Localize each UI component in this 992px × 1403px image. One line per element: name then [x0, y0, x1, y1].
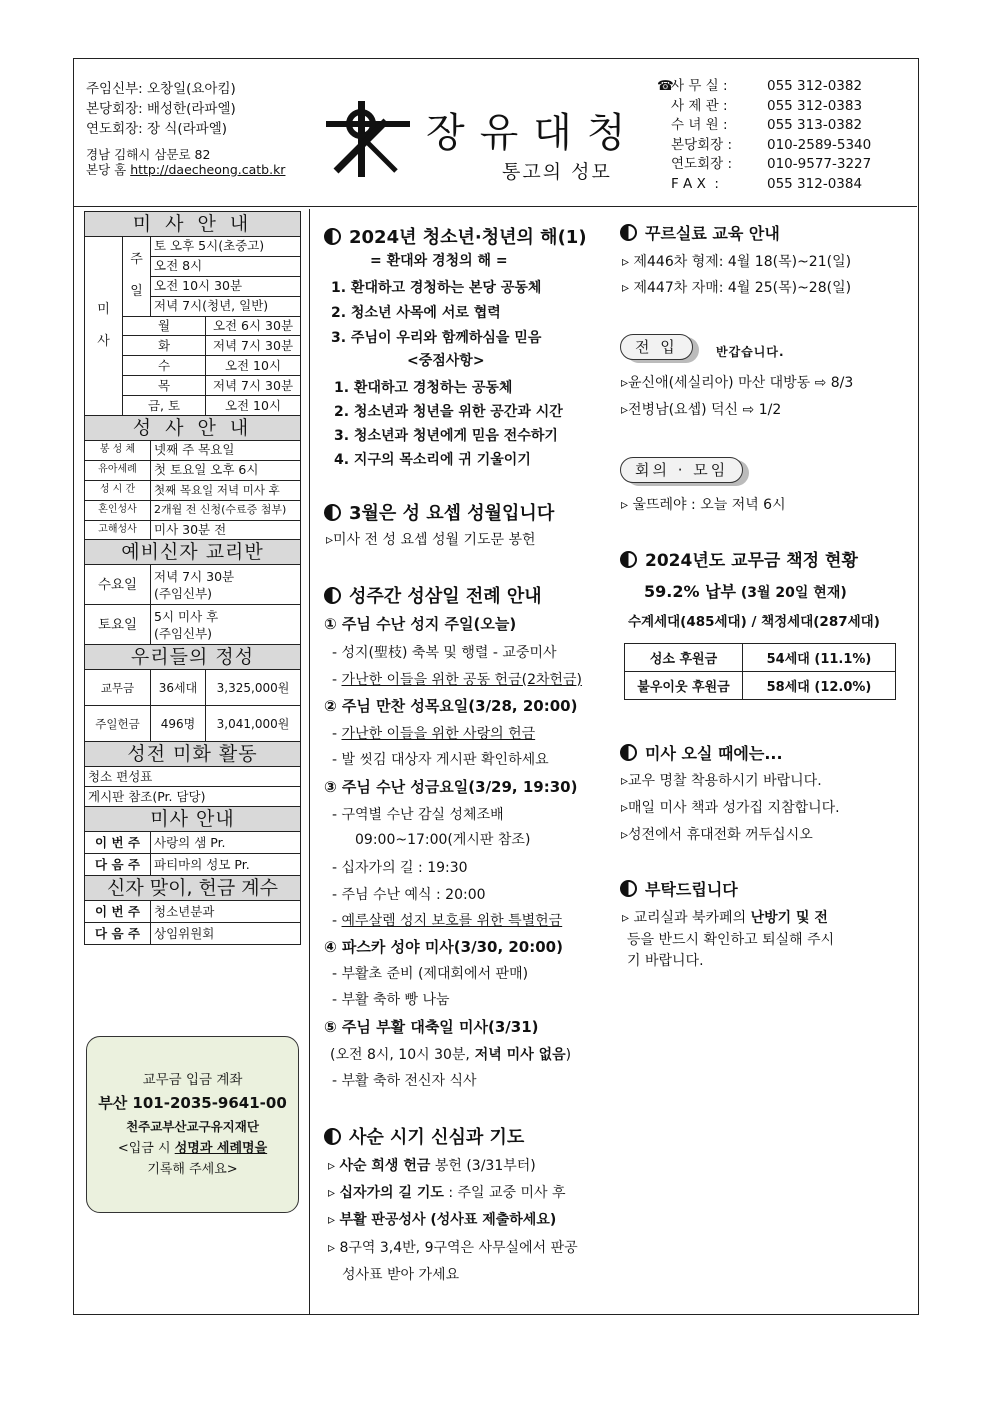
offering-name: 교무금 — [85, 670, 151, 706]
phone-icon: ☎ — [657, 78, 674, 94]
holy-week-detail: - 예루살렘 성지 보호를 위한 특별헌금 — [332, 913, 563, 929]
holy-week-detail: - 구역별 수난 감실 성체조배 — [332, 807, 504, 823]
greeter-value: 상임위원회 — [151, 923, 301, 945]
weekday-time: 오전 10시 — [206, 396, 301, 416]
contact-row: ☎ 사 무 실 : 055 312-0382 — [657, 77, 871, 97]
table-row — [625, 644, 896, 672]
lent-item: ▹ 부활 판공성사 (성사표 제출하세요) — [328, 1212, 557, 1228]
sunday-mass: 토 오후 5시(초중고) — [151, 237, 301, 257]
pastor-name: 주임신부: 오창일(요아킴) — [86, 81, 236, 97]
offering-count: 36세대 — [151, 670, 206, 706]
half-circle-icon — [324, 228, 341, 245]
sunday-mass: 오전 10시 30분 — [151, 276, 301, 296]
contact-row: 수 녀 원 : 055 313-0382 — [671, 117, 863, 134]
year-item: 1. 환대하고 경청하는 본당 공동체 — [331, 280, 542, 296]
etiquette-item: ▹매일 미사 책과 성가집 지참합니다. — [621, 800, 840, 816]
weekday-day: 목 — [123, 376, 206, 396]
holy-week-detail: - 발 씻김 대상자 게시판 확인하세요 — [332, 752, 549, 768]
table-row — [625, 672, 896, 700]
youth-president: 연도회장: 장 식(라파엘) — [86, 121, 228, 137]
transfer-item: ▹전병남(요셉) 덕신 ⇨ 1/2 — [621, 402, 782, 418]
holy-week-detail: - 부활초 준비 (제대회에서 판매) — [332, 966, 529, 982]
focus-title: <중점사항> — [407, 353, 485, 369]
bulletin-frame — [73, 58, 919, 1315]
catechumen-day: 수요일 — [85, 565, 151, 605]
half-circle-icon — [620, 744, 637, 761]
year-item: 2. 청소년 사목에 서로 협력 — [331, 305, 501, 321]
bulletin-subtitle: 통고의 성모 — [502, 161, 612, 183]
fund-name: 불우이웃 후원금 — [625, 672, 743, 700]
half-circle-icon — [620, 551, 637, 568]
focus-item: 2. 청소년과 청년을 위한 공간과 시간 — [334, 404, 563, 420]
mass-guide-label: 이 번 주 — [85, 832, 151, 854]
joseph-text: ▹미사 전 성 요셉 성월 기도문 봉헌 — [326, 532, 536, 548]
offering-name: 주일헌금 — [85, 706, 151, 742]
fund-value: 54세대 (11.1%) — [743, 644, 896, 672]
parish-logo-icon — [326, 101, 410, 177]
lent-heading: 사순 시기 신심과 기도 — [324, 1123, 524, 1149]
holy-week-item-5: ⑤ 주님 부활 대축일 미사(3/31) — [324, 1018, 539, 1036]
sacrament-name: 봉 성 체 — [85, 441, 151, 461]
bank-note: <입금 시 성명과 세례명을 — [117, 1141, 268, 1156]
header-left — [86, 79, 285, 177]
homepage-label: 본당 홈 — [86, 162, 127, 177]
mass-title: 미 사 안 내 — [85, 212, 301, 237]
weekday-time: 오전 10시 — [206, 356, 301, 376]
holy-week-detail: - 성지(聖枝) 축복 및 행렬 - 교중미사 — [332, 645, 557, 661]
bank-account: 부산 101-2035-9641-00 — [98, 1094, 287, 1112]
holy-week-heading: 성주간 성삼일 전례 안내 — [324, 582, 542, 608]
weekday-time: 저녁 7시 30분 — [206, 336, 301, 356]
joseph-heading: 3월은 성 요셉 성월입니다 — [324, 499, 554, 525]
weekday-day: 수 — [123, 356, 206, 376]
fund-name: 성소 후원금 — [625, 644, 743, 672]
offering-title: 우리들의 정성 — [85, 645, 301, 670]
holy-week-detail: - 십자가의 길 : 19:30 — [332, 860, 468, 876]
mass-label: 미 사 — [85, 237, 123, 416]
sacrament-title: 성 사 안 내 — [85, 416, 301, 441]
column-divider — [309, 209, 310, 1315]
weekday-time: 오전 6시 30분 — [206, 316, 301, 336]
mass-guide-label: 다 음 주 — [85, 854, 151, 876]
sacrament-value: 넷째 주 목요일 — [151, 441, 301, 461]
homepage-link[interactable]: http://daecheong.catb.kr — [130, 162, 286, 177]
contact-row: F A X : 055 312-0384 — [671, 175, 863, 192]
bank-foundation: 천주교부산교구유지재단 — [126, 1119, 259, 1134]
holy-week-item-3: ③ 주님 수난 성금요일(3/29, 19:30) — [324, 778, 578, 796]
transfer-item: ▹윤신애(세실리아) 마산 대방동 ⇨ 8/3 — [621, 375, 854, 391]
welcome-text: 반갑습니다. — [716, 345, 785, 359]
half-circle-icon — [620, 880, 637, 897]
main-president: 본당회장: 배성한(라파엘) — [86, 101, 236, 117]
year-item: 3. 주님이 우리와 함께하심을 믿음 — [331, 330, 542, 346]
holy-week-detail: - 가난한 이들을 위한 사랑의 헌금 — [332, 726, 536, 742]
fund-value: 58세대 (12.0%) — [743, 672, 896, 700]
sunday-mass: 저녁 7시(청년, 일반) — [151, 296, 301, 316]
catechumen-day: 토요일 — [85, 605, 151, 645]
bank-note-2: 기록해 주세요> — [147, 1162, 238, 1177]
etiquette-item: ▹성전에서 휴대전화 꺼두십시오 — [621, 827, 813, 843]
holy-week-detail: (오전 8시, 10시 30분, 저녁 미사 없음) — [330, 1047, 572, 1063]
sacrament-value: 첫 토요일 오후 6시 — [151, 460, 301, 480]
offering-amount: 3,325,000원 — [206, 670, 301, 706]
cursillo-item: ▹ 제447차 자매: 4월 25(목)~28(일) — [622, 280, 852, 296]
contact-row: 본당회장 : 010-2589-5340 — [671, 136, 872, 153]
weekday-day: 금, 토 — [123, 396, 206, 416]
sunday-mass: 오전 8시 — [151, 256, 301, 276]
request-text: 등을 반드시 확인하고 퇴실해 주시 — [627, 932, 835, 948]
meeting-pill: 회의 · 모임 — [620, 457, 743, 483]
fund-table — [624, 643, 896, 700]
offering-count: 496명 — [151, 706, 206, 742]
mass-guide-title: 미사 안내 — [85, 807, 301, 832]
request-text: 기 바랍니다. — [627, 953, 704, 969]
holy-week-detail: - 주님 수난 예식 : 20:00 — [332, 887, 486, 903]
contact-row: 사 제 관 : 055 312-0383 — [671, 97, 863, 114]
sacrament-value: 2개월 전 신청(수료증 첨부) — [151, 500, 301, 520]
holy-week-detail: - 부활 축하 빵 나눔 — [332, 992, 450, 1008]
catechumen-detail: 5시 미사 후 (주임신부) — [151, 605, 301, 645]
bank-title: 교무금 입금 계좌 — [142, 1072, 243, 1088]
sacrament-name: 혼인성사 — [85, 500, 151, 520]
greeter-title: 신자 맞이, 헌금 계수 — [85, 876, 301, 901]
sacrament-value: 미사 30분 전 — [151, 520, 301, 540]
lent-item-cont: 성사표 받아 가세요 — [342, 1267, 460, 1283]
fund-heading: 2024년도 교무금 책정 현황 — [620, 546, 858, 571]
sunday-label: 주 일 — [123, 237, 151, 317]
weekday-time: 저녁 7시 30분 — [206, 376, 301, 396]
sidebar — [84, 211, 301, 945]
holy-week-item-1: ① 주님 수난 성지 주일(오늘) — [324, 615, 517, 633]
request-text: ▹ 교리실과 북카페의 난방기 및 전 — [622, 910, 828, 926]
half-circle-icon — [324, 587, 341, 604]
holy-week-detail: - 부활 축하 전신자 식사 — [332, 1073, 477, 1089]
greeter-label: 이 번 주 — [85, 901, 151, 923]
focus-item: 1. 환대하고 경청하는 공동체 — [334, 380, 513, 396]
lent-item: ▹ 사순 희생 헌금 봉헌 (3/31부터) — [328, 1158, 536, 1174]
year-theme: = 환대와 경청의 해 = — [370, 253, 508, 269]
cursillo-item: ▹ 제446차 형제: 4월 18(목)~21(일) — [622, 254, 852, 270]
weekday-day: 화 — [123, 336, 206, 356]
cursillo-heading: 꾸르실료 교육 안내 — [620, 221, 780, 244]
catechumen-detail: 저녁 7시 30분 (주임신부) — [151, 565, 301, 605]
contact-list — [657, 77, 871, 195]
address: 경남 김해시 삼문로 82 — [86, 147, 211, 162]
fund-households: 수계세대(485세대) / 책정세대(287세대) — [628, 614, 880, 630]
half-circle-icon — [324, 504, 341, 521]
mass-guide-value: 파티마의 성모 Pr. — [151, 854, 301, 876]
holy-week-detail: - 가난한 이들을 위한 공동 헌금(2차헌금) — [332, 672, 583, 688]
header — [74, 59, 917, 207]
mass-etiquette-heading: 미사 오실 때에는... — [620, 741, 783, 764]
youth-year-heading: 2024년 청소년·청년의 해(1) — [324, 223, 587, 249]
sacrament-name: 고해성사 — [85, 520, 151, 540]
address-block — [86, 147, 285, 177]
offering-amount: 3,041,000원 — [206, 706, 301, 742]
mass-guide-value: 사랑의 샘 Pr. — [151, 832, 301, 854]
holy-week-item-4: ④ 파스카 성야 미사(3/30, 20:00) — [324, 938, 563, 956]
meeting-item: ▹ 울뜨레야 : 오늘 저녁 6시 — [621, 497, 786, 513]
decor-item: 청소 편성표 — [85, 767, 301, 787]
decor-title: 성전 미화 활동 — [85, 742, 301, 767]
lent-item: ▹ 십자가의 길 기도 : 주일 교중 미사 후 — [328, 1185, 566, 1201]
decor-item: 게시판 참조(Pr. 담당) — [85, 787, 301, 807]
bank-account-box — [86, 1036, 299, 1213]
contact-row: 연도회장 : 010-9577-3227 — [671, 156, 872, 173]
bulletin-title: 장유대청 — [426, 110, 641, 156]
half-circle-icon — [324, 1128, 341, 1145]
mass-schedule-table — [84, 211, 301, 945]
holy-week-item-2: ② 주님 만찬 성목요일(3/28, 20:00) — [324, 697, 578, 715]
holy-week-detail: 09:00~17:00(게시판 참조) — [355, 832, 531, 848]
weekday-day: 월 — [123, 316, 206, 336]
greeter-label: 다 음 주 — [85, 923, 151, 945]
sacrament-name: 유아세례 — [85, 460, 151, 480]
catechumen-title: 예비신자 교리반 — [85, 540, 301, 565]
greeter-value: 청소년분과 — [151, 901, 301, 923]
request-heading: 부탁드립니다 — [620, 877, 738, 900]
half-circle-icon — [620, 224, 637, 241]
lent-item: ▹ 8구역 3,4반, 9구역은 사무실에서 판공 — [328, 1240, 578, 1256]
focus-item: 4. 지구의 목소리에 귀 기울이기 — [334, 452, 531, 468]
etiquette-item: ▹교우 명찰 착용하시기 바랍니다. — [621, 773, 822, 789]
sacrament-name: 성 시 간 — [85, 480, 151, 500]
transfer-pill: 전 입 — [620, 334, 693, 360]
sacrament-value: 첫째 목요일 저녁 미사 후 — [151, 480, 301, 500]
fund-rate: 59.2% 납부 (3월 20일 현재) — [644, 582, 847, 601]
focus-item: 3. 청소년과 청년에게 믿음 전수하기 — [334, 428, 558, 444]
